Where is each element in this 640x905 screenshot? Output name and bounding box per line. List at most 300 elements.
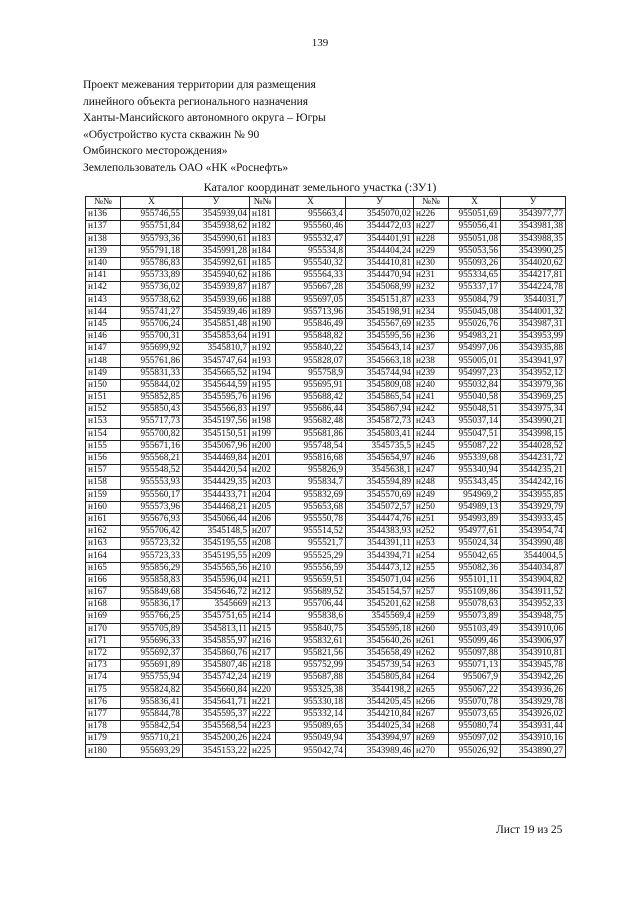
coordinate-cell: 955706,44 bbox=[276, 599, 346, 611]
table-row bbox=[86, 477, 566, 489]
table-row bbox=[86, 623, 566, 635]
coordinate-cell: 3544429,35 bbox=[183, 477, 250, 489]
coordinate-cell: 3545070,02 bbox=[346, 209, 414, 221]
table-row bbox=[86, 379, 566, 391]
coordinate-cell: 955755,94 bbox=[121, 672, 183, 684]
point-id-cell: н254 bbox=[414, 550, 449, 562]
point-id-cell: н140 bbox=[86, 257, 121, 269]
table-row bbox=[86, 331, 566, 343]
coordinate-cell: 955723,33 bbox=[121, 550, 183, 562]
coordinate-cell: 3545735,5 bbox=[346, 440, 414, 452]
point-id-cell: н162 bbox=[86, 526, 121, 538]
table-row bbox=[86, 416, 566, 428]
point-id-cell: н153 bbox=[86, 416, 121, 428]
coordinate-cell: 3544205,45 bbox=[346, 696, 414, 708]
coordinate-cell: 955564,33 bbox=[276, 270, 346, 282]
coordinate-cell: 3545938,62 bbox=[183, 221, 250, 233]
coordinate-cell: 955671,16 bbox=[121, 440, 183, 452]
coordinate-cell: 955659,51 bbox=[276, 574, 346, 586]
point-id-cell: н246 bbox=[414, 452, 449, 464]
coordinate-cell: 3544020,62 bbox=[501, 257, 566, 269]
coordinate-cell: 955048,51 bbox=[449, 404, 501, 416]
coordinate-cell: 3545150,51 bbox=[183, 428, 250, 440]
coordinate-cell: 955710,21 bbox=[121, 733, 183, 745]
point-id-cell: н160 bbox=[86, 501, 121, 513]
coordinate-cell: 955844,78 bbox=[121, 708, 183, 720]
table-row bbox=[86, 745, 566, 757]
coordinate-cell: 955836,41 bbox=[121, 696, 183, 708]
coordinate-cell: 3545809,08 bbox=[346, 379, 414, 391]
table-row bbox=[86, 209, 566, 221]
coordinate-cell: 955831,33 bbox=[121, 367, 183, 379]
table-row bbox=[86, 599, 566, 611]
coordinate-cell: 3544420,54 bbox=[183, 465, 250, 477]
coordinate-cell: 955556,59 bbox=[276, 562, 346, 574]
point-id-cell: н176 bbox=[86, 696, 121, 708]
point-id-cell: н249 bbox=[414, 489, 449, 501]
coordinate-cell: 3544025,34 bbox=[346, 721, 414, 733]
coordinate-cell: 955713,96 bbox=[276, 306, 346, 318]
point-id-cell: н213 bbox=[250, 599, 276, 611]
coordinate-cell: 955532,47 bbox=[276, 233, 346, 245]
table-row bbox=[86, 611, 566, 623]
coordinate-cell: 3543977,77 bbox=[501, 209, 566, 221]
coordinate-cell: 3545654,97 bbox=[346, 452, 414, 464]
point-id-cell: н173 bbox=[86, 660, 121, 672]
table-row bbox=[86, 257, 566, 269]
point-id-cell: н189 bbox=[250, 306, 276, 318]
header-line: Омбинского месторождения» bbox=[83, 145, 228, 157]
point-id-cell: н263 bbox=[414, 660, 449, 672]
coordinate-cell: 3545853,64 bbox=[183, 331, 250, 343]
coordinate-cell: 3543910,16 bbox=[501, 733, 566, 745]
point-id-cell: н218 bbox=[250, 660, 276, 672]
coordinate-cell: 3545567,69 bbox=[346, 318, 414, 330]
table-row bbox=[86, 708, 566, 720]
header-line: Проект межевания территории для размещения bbox=[83, 79, 316, 91]
point-id-cell: н147 bbox=[86, 343, 121, 355]
coordinate-cell: 3543987,31 bbox=[501, 318, 566, 330]
coordinate-cell: 3544383,93 bbox=[346, 526, 414, 538]
coordinate-cell: 3543990,48 bbox=[501, 538, 566, 550]
point-id-cell: н212 bbox=[250, 587, 276, 599]
coordinate-cell: 3544468,21 bbox=[183, 501, 250, 513]
coordinate-cell: 955842,54 bbox=[121, 721, 183, 733]
coordinate-cell: 3545570,69 bbox=[346, 489, 414, 501]
point-id-cell: н204 bbox=[250, 489, 276, 501]
coordinate-cell: 955042,74 bbox=[276, 745, 346, 757]
coordinate-cell: 3544001,32 bbox=[501, 306, 566, 318]
coordinate-cell: 955836,17 bbox=[121, 599, 183, 611]
point-id-cell: н238 bbox=[414, 355, 449, 367]
coordinate-cell: 3545805,84 bbox=[346, 672, 414, 684]
coordinate-cell: 955850,43 bbox=[121, 404, 183, 416]
coordinate-cell: 3543975,34 bbox=[501, 404, 566, 416]
coordinate-cell: 955082,36 bbox=[449, 562, 501, 574]
coordinate-cell: 3545195,55 bbox=[183, 550, 250, 562]
coordinate-cell: 955103,49 bbox=[449, 623, 501, 635]
point-id-cell: н247 bbox=[414, 465, 449, 477]
coordinate-cell: 3543969,25 bbox=[501, 392, 566, 404]
coordinate-cell: 955736,02 bbox=[121, 282, 183, 294]
point-id-cell: н200 bbox=[250, 440, 276, 452]
point-id-cell: н177 bbox=[86, 708, 121, 720]
point-id-cell: н168 bbox=[86, 599, 121, 611]
coordinate-cell: 3544394,71 bbox=[346, 550, 414, 562]
coordinate-cell: 955746,55 bbox=[121, 209, 183, 221]
point-id-cell: н227 bbox=[414, 221, 449, 233]
coordinate-cell: 3545669 bbox=[183, 599, 250, 611]
coordinate-cell: 955047,51 bbox=[449, 428, 501, 440]
coordinate-cell: 3543942,26 bbox=[501, 672, 566, 684]
coordinate-cell: 955681,86 bbox=[276, 428, 346, 440]
coordinate-cell: 955793,36 bbox=[121, 233, 183, 245]
point-id-cell: н230 bbox=[414, 257, 449, 269]
point-id-cell: н267 bbox=[414, 708, 449, 720]
table-row bbox=[86, 452, 566, 464]
point-id-cell: н224 bbox=[250, 733, 276, 745]
coordinate-cell: 3545148,5 bbox=[183, 526, 250, 538]
coordinate-cell: 955689,52 bbox=[276, 587, 346, 599]
table-row bbox=[86, 270, 566, 282]
table-row bbox=[86, 684, 566, 696]
table-row bbox=[86, 489, 566, 501]
point-id-cell: н242 bbox=[414, 404, 449, 416]
coordinate-cell: 3544472,03 bbox=[346, 221, 414, 233]
coordinate-cell: 3543929,79 bbox=[501, 501, 566, 513]
point-id-cell: н248 bbox=[414, 477, 449, 489]
table-row bbox=[86, 465, 566, 477]
coordinate-cell: 3545072,57 bbox=[346, 501, 414, 513]
coordinate-cell: 3543945,78 bbox=[501, 660, 566, 672]
point-id-cell: н172 bbox=[86, 647, 121, 659]
point-id-cell: н171 bbox=[86, 635, 121, 647]
coordinate-cell: 955752,99 bbox=[276, 660, 346, 672]
coordinate-cell: 3544242,16 bbox=[501, 477, 566, 489]
coordinate-cell: 955097,88 bbox=[449, 647, 501, 659]
coordinate-cell: 3543955,85 bbox=[501, 489, 566, 501]
coordinate-cell: 3543910,81 bbox=[501, 647, 566, 659]
point-id-cell: н154 bbox=[86, 428, 121, 440]
coordinate-cell: 3545569,4 bbox=[346, 611, 414, 623]
point-id-cell: н187 bbox=[250, 282, 276, 294]
coordinate-cell: 3545813,11 bbox=[183, 623, 250, 635]
coordinate-cell: 3543936,26 bbox=[501, 684, 566, 696]
point-id-cell: н199 bbox=[250, 428, 276, 440]
table-row bbox=[86, 538, 566, 550]
coordinate-cell: 955568,21 bbox=[121, 452, 183, 464]
point-id-cell: н183 bbox=[250, 233, 276, 245]
coordinate-cell: 3545566,83 bbox=[183, 404, 250, 416]
coordinate-cell: 3545067,96 bbox=[183, 440, 250, 452]
point-id-cell: н235 bbox=[414, 318, 449, 330]
point-id-cell: н222 bbox=[250, 708, 276, 720]
point-id-cell: н234 bbox=[414, 306, 449, 318]
coordinate-cell: 955663,4 bbox=[276, 209, 346, 221]
page-number: 139 bbox=[311, 37, 329, 49]
point-id-cell: н216 bbox=[250, 635, 276, 647]
table-row bbox=[86, 440, 566, 452]
coordinate-cell: 3545641,71 bbox=[183, 696, 250, 708]
coordinate-cell: 955070,78 bbox=[449, 696, 501, 708]
coordinate-cell: 955560,17 bbox=[121, 489, 183, 501]
coordinate-cell: 955791,18 bbox=[121, 245, 183, 257]
coordinate-cell: 3544474,76 bbox=[346, 513, 414, 525]
coordinate-cell: 955691,89 bbox=[121, 660, 183, 672]
coordinate-cell: 3544391,11 bbox=[346, 538, 414, 550]
coordinate-cell: 955548,52 bbox=[121, 465, 183, 477]
coordinate-cell: 955334,65 bbox=[449, 270, 501, 282]
coordinate-cell: 955688,42 bbox=[276, 392, 346, 404]
coordinate-cell: 955821,56 bbox=[276, 647, 346, 659]
coordinate-cell: 955067,9 bbox=[449, 672, 501, 684]
point-id-cell: н175 bbox=[86, 684, 121, 696]
point-id-cell: н169 bbox=[86, 611, 121, 623]
coordinate-cell: 3545638,1 bbox=[346, 465, 414, 477]
point-id-cell: н214 bbox=[250, 611, 276, 623]
point-id-cell: н158 bbox=[86, 477, 121, 489]
point-id-cell: н208 bbox=[250, 538, 276, 550]
coordinate-cell: 955109,86 bbox=[449, 587, 501, 599]
point-id-cell: н220 bbox=[250, 684, 276, 696]
coordinate-cell: 955840,22 bbox=[276, 343, 346, 355]
coordinate-cell: 3545596,04 bbox=[183, 574, 250, 586]
coordinate-cell: 3543948,75 bbox=[501, 611, 566, 623]
point-id-cell: н190 bbox=[250, 318, 276, 330]
coordinate-cell: 3545872,73 bbox=[346, 416, 414, 428]
point-id-cell: н165 bbox=[86, 562, 121, 574]
point-id-cell: н170 bbox=[86, 623, 121, 635]
coordinate-cell: 3544004,5 bbox=[501, 550, 566, 562]
coordinate-cell: 3543933,45 bbox=[501, 513, 566, 525]
coordinate-cell: 3545747,64 bbox=[183, 355, 250, 367]
coordinate-cell: 955056,41 bbox=[449, 221, 501, 233]
point-id-cell: н197 bbox=[250, 404, 276, 416]
coordinate-cell: 955045,08 bbox=[449, 306, 501, 318]
point-id-cell: н145 bbox=[86, 318, 121, 330]
coordinate-cell: 955852,85 bbox=[121, 392, 183, 404]
table-row bbox=[86, 501, 566, 513]
coordinate-cell: 3544235,21 bbox=[501, 465, 566, 477]
coordinate-cell: 3543952,12 bbox=[501, 367, 566, 379]
point-id-cell: н217 bbox=[250, 647, 276, 659]
table-row bbox=[86, 562, 566, 574]
coordinate-cell: 3545646,72 bbox=[183, 587, 250, 599]
table-row bbox=[86, 294, 566, 306]
header-line: «Обустройство куста скважин № 90 bbox=[83, 128, 260, 141]
table-row bbox=[86, 526, 566, 538]
point-id-cell: н261 bbox=[414, 635, 449, 647]
table-row bbox=[86, 355, 566, 367]
coordinate-cell: 3545658,49 bbox=[346, 647, 414, 659]
coordinate-cell: 955067,22 bbox=[449, 684, 501, 696]
coordinate-cell: 955834,7 bbox=[276, 477, 346, 489]
point-id-cell: н161 bbox=[86, 513, 121, 525]
coordinate-cell: 3544031,7 bbox=[501, 294, 566, 306]
point-id-cell: н155 bbox=[86, 440, 121, 452]
coordinate-cell: 955084,79 bbox=[449, 294, 501, 306]
table-row bbox=[86, 721, 566, 733]
point-id-cell: н159 bbox=[86, 489, 121, 501]
coordinate-cell: 3545851,48 bbox=[183, 318, 250, 330]
coordinate-cell: 955700,31 bbox=[121, 331, 183, 343]
table-row bbox=[86, 404, 566, 416]
coordinate-cell: 3545739,54 bbox=[346, 660, 414, 672]
coordinate-cell: 954997,06 bbox=[449, 343, 501, 355]
coordinate-cell: 3543998,15 bbox=[501, 428, 566, 440]
table-row bbox=[86, 587, 566, 599]
coordinate-cell: 955514,52 bbox=[276, 526, 346, 538]
coordinate-cell: 955534,8 bbox=[276, 245, 346, 257]
point-id-cell: н221 bbox=[250, 696, 276, 708]
coordinate-cell: 955073,89 bbox=[449, 611, 501, 623]
coordinate-cell: 3545663,18 bbox=[346, 355, 414, 367]
coordinate-cell: 3543954,74 bbox=[501, 526, 566, 538]
coordinate-cell: 3544469,84 bbox=[183, 452, 250, 464]
coordinate-cell: 3543911,52 bbox=[501, 587, 566, 599]
point-id-cell: н225 bbox=[250, 745, 276, 757]
coordinate-cell: 3543989,46 bbox=[346, 745, 414, 757]
coordinate-cell: 955723,32 bbox=[121, 538, 183, 550]
coordinate-cell: 955560,46 bbox=[276, 221, 346, 233]
coordinate-cell: 3545939,04 bbox=[183, 209, 250, 221]
coordinate-cell: 3544034,87 bbox=[501, 562, 566, 574]
coordinate-cell: 955696,33 bbox=[121, 635, 183, 647]
point-id-cell: н181 bbox=[250, 209, 276, 221]
point-id-cell: н202 bbox=[250, 465, 276, 477]
point-id-cell: н239 bbox=[414, 367, 449, 379]
coordinate-cell: 3545990,61 bbox=[183, 233, 250, 245]
coordinate-cell: 3543990,25 bbox=[501, 245, 566, 257]
coordinate-cell: 3545751,65 bbox=[183, 611, 250, 623]
coordinate-cell: 955026,92 bbox=[449, 745, 501, 757]
coordinate-cell: 3543926,02 bbox=[501, 708, 566, 720]
coordinate-cell: 3545068,99 bbox=[346, 282, 414, 294]
point-id-cell: н206 bbox=[250, 513, 276, 525]
coordinate-cell: 3545195,55 bbox=[183, 538, 250, 550]
coordinate-cell: 955846,49 bbox=[276, 318, 346, 330]
table-row bbox=[86, 733, 566, 745]
point-id-cell: н232 bbox=[414, 282, 449, 294]
coordinate-cell: 3545940,62 bbox=[183, 270, 250, 282]
coordinate-cell: 955525,29 bbox=[276, 550, 346, 562]
coordinate-cell: 955080,74 bbox=[449, 721, 501, 733]
coordinate-cell: 955099,46 bbox=[449, 635, 501, 647]
coordinate-cell: 955695,91 bbox=[276, 379, 346, 391]
coordinate-cell: 3545939,66 bbox=[183, 294, 250, 306]
point-id-cell: н228 bbox=[414, 233, 449, 245]
coordinate-cell: 955101,11 bbox=[449, 574, 501, 586]
point-id-cell: н167 bbox=[86, 587, 121, 599]
point-id-cell: н143 bbox=[86, 294, 121, 306]
coordinate-cell: 955828,07 bbox=[276, 355, 346, 367]
coordinate-cell: 955849,68 bbox=[121, 587, 183, 599]
table-row bbox=[86, 392, 566, 404]
table-row bbox=[86, 696, 566, 708]
coordinate-cell: 3543994,97 bbox=[346, 733, 414, 745]
point-id-cell: н141 bbox=[86, 270, 121, 282]
point-id-cell: н233 bbox=[414, 294, 449, 306]
coordinate-cell: 3544198,2 bbox=[346, 684, 414, 696]
coordinate-cell: 955738,62 bbox=[121, 294, 183, 306]
point-id-cell: н150 bbox=[86, 379, 121, 391]
coordinate-cell: 3545201,62 bbox=[346, 599, 414, 611]
point-id-cell: н215 bbox=[250, 623, 276, 635]
coordinate-cell: 955073,65 bbox=[449, 708, 501, 720]
point-id-cell: н194 bbox=[250, 367, 276, 379]
column-header: №№ bbox=[250, 197, 276, 209]
point-id-cell: н243 bbox=[414, 416, 449, 428]
coordinate-cell: 955540,32 bbox=[276, 257, 346, 269]
point-id-cell: н226 bbox=[414, 209, 449, 221]
point-id-cell: н207 bbox=[250, 526, 276, 538]
coordinate-cell: 3545807,46 bbox=[183, 660, 250, 672]
coordinate-cell: 955667,28 bbox=[276, 282, 346, 294]
table-row bbox=[86, 550, 566, 562]
table-row bbox=[86, 233, 566, 245]
coordinate-cell: 3543906,97 bbox=[501, 635, 566, 647]
point-id-cell: н148 bbox=[86, 355, 121, 367]
coordinate-cell: 3543935,88 bbox=[501, 343, 566, 355]
coordinate-cell: 955089,65 bbox=[276, 721, 346, 733]
table-row bbox=[86, 245, 566, 257]
header-line: Землепользователь ОАО «НК «Роснефть» bbox=[83, 161, 289, 174]
coordinate-cell: 954983,21 bbox=[449, 331, 501, 343]
table-row bbox=[86, 635, 566, 647]
coordinate-cell: 955040,58 bbox=[449, 392, 501, 404]
point-id-cell: н184 bbox=[250, 245, 276, 257]
point-id-cell: н174 bbox=[86, 672, 121, 684]
coordinate-cell: 955676,93 bbox=[121, 513, 183, 525]
coordinate-cell: 955521,7 bbox=[276, 538, 346, 550]
coordinate-cell: 955693,29 bbox=[121, 745, 183, 757]
coordinate-cell: 955042,65 bbox=[449, 550, 501, 562]
coordinate-cell: 3545860,76 bbox=[183, 647, 250, 659]
coordinate-cell: 955692,37 bbox=[121, 647, 183, 659]
point-id-cell: н264 bbox=[414, 672, 449, 684]
point-id-cell: н201 bbox=[250, 452, 276, 464]
coordinate-cell: 3545595,76 bbox=[183, 392, 250, 404]
table-row bbox=[86, 367, 566, 379]
column-header: У bbox=[183, 197, 250, 209]
coordinate-cell: 3545991,28 bbox=[183, 245, 250, 257]
coordinate-cell: 955751,84 bbox=[121, 221, 183, 233]
coordinate-cell: 3545153,22 bbox=[183, 745, 250, 757]
point-id-cell: н244 bbox=[414, 428, 449, 440]
coordinate-cell: 3545665,52 bbox=[183, 367, 250, 379]
coordinate-cell: 3543890,27 bbox=[501, 745, 566, 757]
coordinate-cell: 3545865,54 bbox=[346, 392, 414, 404]
point-id-cell: н138 bbox=[86, 233, 121, 245]
coordinate-cell: 955848,82 bbox=[276, 331, 346, 343]
coordinate-cell: 954969,2 bbox=[449, 489, 501, 501]
coordinate-cell: 955325,38 bbox=[276, 684, 346, 696]
coordinate-cell: 955840,75 bbox=[276, 623, 346, 635]
coordinate-cell: 955700,82 bbox=[121, 428, 183, 440]
point-id-cell: н266 bbox=[414, 696, 449, 708]
coordinate-cell: 3545565,56 bbox=[183, 562, 250, 574]
point-id-cell: н152 bbox=[86, 404, 121, 416]
coordinate-cell: 955332,14 bbox=[276, 708, 346, 720]
coordinate-cell: 955697,05 bbox=[276, 294, 346, 306]
coordinate-cell: 3545071,04 bbox=[346, 574, 414, 586]
point-id-cell: н144 bbox=[86, 306, 121, 318]
coordinate-cell: 3545742,24 bbox=[183, 672, 250, 684]
coordinate-cell: 955049,94 bbox=[276, 733, 346, 745]
point-id-cell: н219 bbox=[250, 672, 276, 684]
coordinate-cell: 3545939,46 bbox=[183, 306, 250, 318]
coordinate-cell: 955330,18 bbox=[276, 696, 346, 708]
